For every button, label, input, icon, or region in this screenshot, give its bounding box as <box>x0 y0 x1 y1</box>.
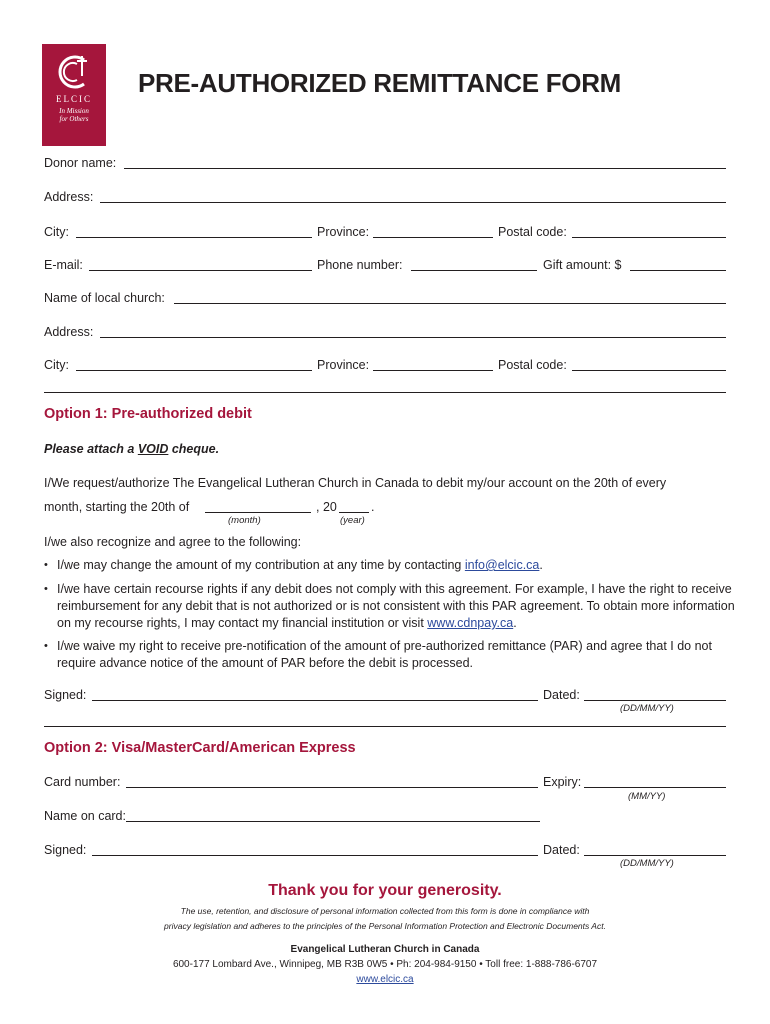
bullet-change-amount: • I/we may change the amount of my contribution at any time by contacting info@elcic.ca. <box>44 557 737 574</box>
option2-signed-label: Signed: <box>44 843 87 857</box>
donor-email-field[interactable] <box>89 270 312 271</box>
contact-email-link[interactable]: info@elcic.ca <box>464 558 540 572</box>
gift-amount-label: Gift amount: $ <box>543 258 622 272</box>
gift-amount-field[interactable] <box>630 270 726 271</box>
cdnpay-link[interactable]: www.cdnpay.ca <box>427 616 514 630</box>
expiry-hint: (MM/YY) <box>628 791 666 802</box>
form-title: PRE-AUTHORIZED REMITTANCE FORM <box>138 68 622 98</box>
year-hint: (year) <box>340 515 365 526</box>
start-month-field[interactable] <box>205 512 311 513</box>
name-on-card-field[interactable] <box>126 821 540 822</box>
section-divider <box>44 392 726 393</box>
footer-address: 600-177 Lombard Ave., Winnipeg, MB R3B 0W5 • Ph: 204-984-9150 • Toll free: 1-888-786-6707 <box>172 959 598 970</box>
donor-address-field[interactable] <box>100 202 726 203</box>
donor-city-label: City: <box>44 225 69 239</box>
elcic-logo <box>42 44 106 146</box>
option1-signature-field[interactable] <box>92 700 538 701</box>
agree-intro: I/we also recognize and agree to the following: <box>44 535 302 549</box>
donor-phone-label: Phone number: <box>317 258 403 272</box>
option1-dated-label: Dated: <box>543 688 580 702</box>
option2-heading: Option 2: Visa/MasterCard/American Express <box>44 740 356 756</box>
church-name-field[interactable] <box>174 303 726 304</box>
donor-name-label: Donor name: <box>44 156 117 170</box>
church-city-field[interactable] <box>76 370 312 371</box>
donor-address-label: Address: <box>44 190 94 204</box>
donor-phone-field[interactable] <box>411 270 537 271</box>
option2-date-field[interactable] <box>584 855 726 856</box>
start-year-field[interactable] <box>339 512 369 513</box>
church-province-label: Province: <box>317 358 370 372</box>
logo-abbreviation: ELCIC <box>56 94 92 104</box>
donor-email-label: E-mail: <box>44 258 83 272</box>
option1-heading: Option 1: Pre-authorized debit <box>44 406 252 422</box>
start-month-text: month, starting the 20th of <box>44 500 190 514</box>
church-postal-label: Postal code: <box>498 358 567 372</box>
church-address-label: Address: <box>44 325 94 339</box>
authorization-text: I/We request/authorize The Evangelical Lutheran Church in Canada to debit my/our account on the 20th of every <box>44 476 667 490</box>
name-on-card-label: Name on card: <box>44 809 126 823</box>
bullet-recourse-rights: • I/we have certain recourse rights if any debit does not comply with this agreement. For example, I have the right to receive reimbursement for any debit that is not authorized or is not consistent with this PAR agreement. To obtain more information on my recourse rights, I may contact my financial institution or visit www.cdnpay.ca. <box>44 581 737 632</box>
card-number-field[interactable] <box>126 787 538 788</box>
year-suffix: . <box>371 500 375 514</box>
church-province-field[interactable] <box>373 370 493 371</box>
attach-void-instruction: Please attach a VOID cheque. <box>44 442 220 456</box>
church-name-label: Name of local church: <box>44 291 165 305</box>
donor-postal-field[interactable] <box>572 237 726 238</box>
thank-you-message: Thank you for your generosity. <box>268 882 502 899</box>
privacy-notice: The use, retention, and disclosure of personal information collected from this form is done in compliance with privacy legislation and adheres to the principles of the Personal Information Protection and Electronic Documents Act. <box>164 906 606 931</box>
expiry-label: Expiry: <box>543 775 582 789</box>
bullet-waive-notification: • I/we waive my right to receive pre-notification of the amount of pre-authorized remittance (PAR) and agree that I do not require advance notice of the amount of PAR before the debit is processed. <box>44 638 737 672</box>
option2-date-hint: (DD/MM/YY) <box>620 858 674 869</box>
cross-c-logo-icon <box>54 52 94 92</box>
expiry-field[interactable] <box>584 787 726 788</box>
option1-date-field[interactable] <box>584 700 726 701</box>
donor-postal-label: Postal code: <box>498 225 567 239</box>
card-number-label: Card number: <box>44 775 121 789</box>
section-divider <box>44 726 726 727</box>
option2-dated-label: Dated: <box>543 843 580 857</box>
month-hint: (month) <box>228 515 261 526</box>
church-address-field[interactable] <box>100 337 726 338</box>
donor-city-field[interactable] <box>76 237 312 238</box>
footer <box>0 942 770 987</box>
option2-signature-field[interactable] <box>92 855 538 856</box>
option1-signed-label: Signed: <box>44 688 87 702</box>
year-prefix: , 20 <box>316 500 337 514</box>
church-postal-field[interactable] <box>572 370 726 371</box>
website-link[interactable]: www.elcic.ca <box>356 974 414 985</box>
footer-org: Evangelical Lutheran Church in Canada <box>290 944 480 955</box>
church-city-label: City: <box>44 358 69 372</box>
logo-tagline: In Mission for Others <box>59 107 89 123</box>
donor-name-field[interactable] <box>124 168 726 169</box>
option1-date-hint: (DD/MM/YY) <box>620 703 674 714</box>
donor-province-field[interactable] <box>373 237 493 238</box>
donor-province-label: Province: <box>317 225 370 239</box>
